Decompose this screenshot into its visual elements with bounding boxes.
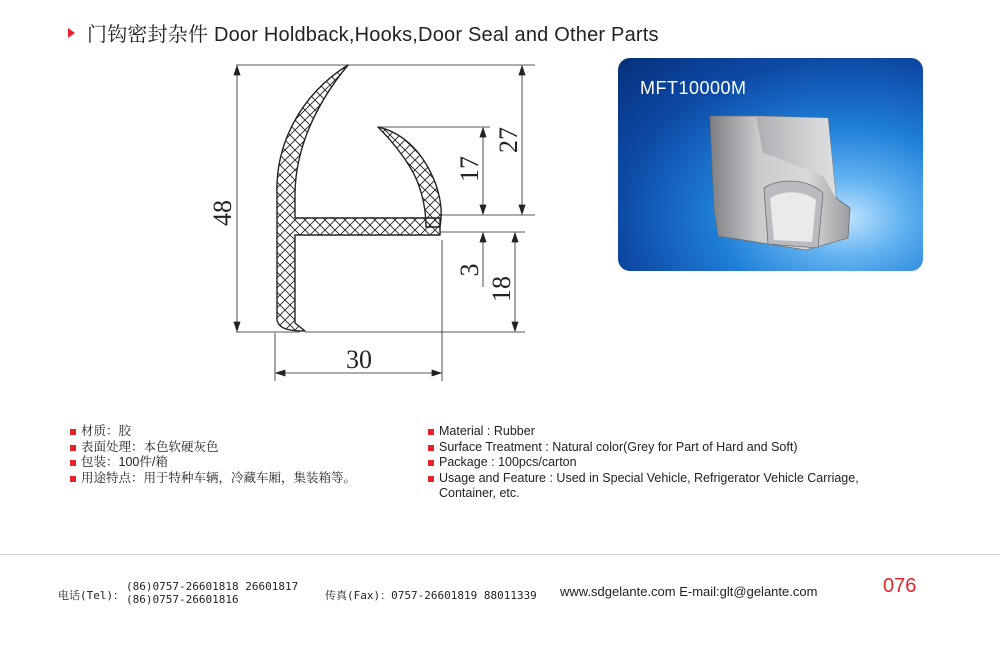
dim-18-label: 18 (487, 276, 516, 302)
page-header (68, 18, 659, 47)
spec-row (428, 471, 908, 502)
tel-line-1: (86)0757-26601818 26601817 (126, 580, 299, 593)
dim-17-label: 17 (455, 156, 484, 182)
bullet-square-icon (70, 429, 76, 435)
spec-row (428, 455, 908, 471)
tel-line-2: (86)0757-26601816 (126, 593, 239, 606)
spec-text: Material : Rubber (439, 424, 535, 438)
spec-row (70, 455, 356, 471)
bullet-square-icon (70, 476, 76, 482)
bullet-square-icon (428, 445, 434, 451)
dim-27-label: 27 (494, 127, 523, 153)
product-code: MFT10000M (640, 78, 747, 98)
footer-divider (0, 554, 1000, 555)
spec-text: 包装：100件/箱 (81, 455, 168, 469)
page-number: 076 (883, 575, 917, 597)
spec-text: 材质：胶 (81, 424, 132, 438)
spec-row (428, 424, 908, 440)
specs-english (428, 424, 908, 502)
dim-30-label: 30 (346, 345, 372, 374)
spec-row (70, 424, 356, 440)
bullet-square-icon (70, 445, 76, 451)
footer-fax: 传真(Fax)：0757-26601819 88011339 (325, 589, 537, 602)
dim-48-label: 48 (208, 200, 237, 226)
spec-text: Usage and Feature : Used in Special Vehicle, Refrigerator Vehicle Carriage, Container, etc. (439, 470, 859, 500)
spec-row (70, 440, 356, 456)
spec-text: Package : 100pcs/carton (439, 455, 577, 469)
footer-website-email[interactable]: www.sdgelante.com E-mail:glt@gelante.com (560, 584, 818, 599)
bullet-square-icon (428, 476, 434, 482)
bullet-square-icon (428, 460, 434, 466)
dim-3-label: 3 (455, 263, 484, 277)
technical-drawing (200, 55, 545, 395)
spec-text: 用途特点：用于特种车辆，冷藏车厢，集装箱等。 (81, 470, 357, 485)
spec-text: 表面处理：本色软硬灰色 (81, 439, 219, 454)
page-title: 门钩密封杂件 Door Holdback,Hooks,Door Seal and Other Parts (87, 24, 659, 46)
specs-chinese (70, 424, 356, 486)
bullet-triangle-icon (68, 28, 75, 38)
bullet-square-icon (70, 460, 76, 466)
spec-text: Surface Treatment : Natural color(Grey for Part of Hard and Soft) (439, 439, 798, 454)
spec-row (428, 440, 908, 456)
tel-label: 电话(Tel)： (58, 589, 125, 602)
spec-row (70, 471, 356, 487)
product-photo (618, 58, 923, 271)
profile-shape (277, 65, 441, 331)
bullet-square-icon (428, 429, 434, 435)
